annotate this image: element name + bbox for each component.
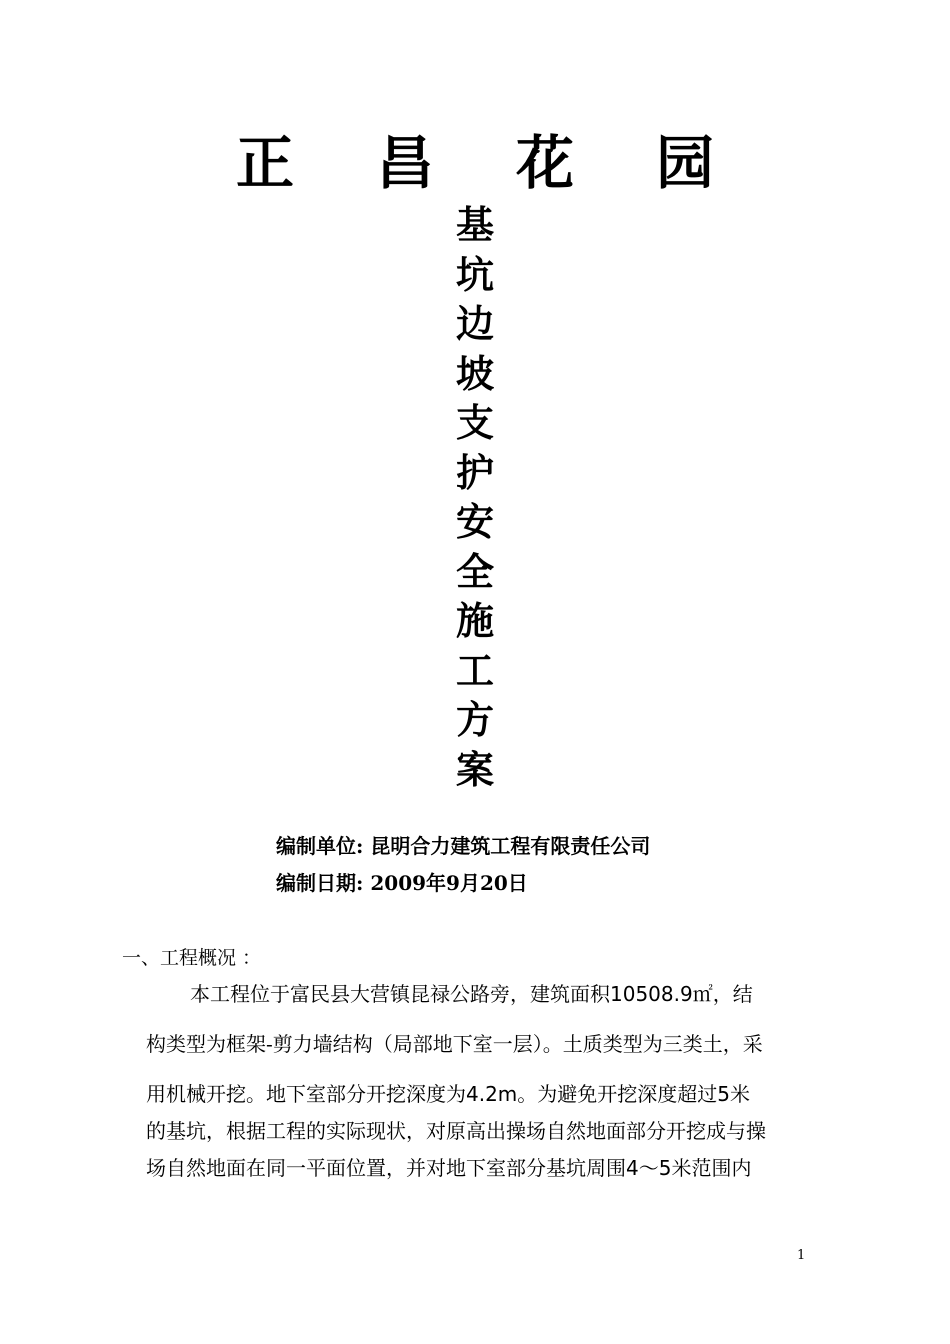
body-paragraph [146, 980, 826, 1182]
text-run: 4～5 [626, 1156, 672, 1180]
date-value: 2009年9月20日 [370, 871, 528, 895]
compiling-unit [276, 832, 650, 860]
title-char: 园 [656, 129, 715, 197]
text-line [146, 1117, 826, 1145]
text-run: 构类型为框架-剪力墙结构（局部地下室一层）。土质类型为三类土，采 [146, 1032, 763, 1056]
text-run: 的基坑，根据工程的实际现状，对原高出操场自然地面部分开挖成与操 [146, 1119, 766, 1143]
subtitle-char: 边 [455, 301, 494, 346]
section-heading: 一、工程概况 ： [122, 947, 262, 969]
subtitle-char: 安 [455, 499, 494, 544]
compiling-date [276, 869, 528, 897]
text-run: 场自然地面在同一平面位置，并对地下室部分基坑周围 [146, 1156, 626, 1180]
subtitle-char: 工 [455, 647, 494, 693]
text-run: 本工程位于富民县大营镇昆禄公路旁，建筑面积 [190, 982, 610, 1006]
date-label: 编制日期: [276, 871, 364, 895]
text-run: 米范围内 [671, 1156, 752, 1180]
subtitle-char: 案 [455, 746, 494, 792]
text-run: 5 [717, 1082, 731, 1106]
subtitle-char: 方 [455, 697, 494, 742]
subtitle-char: 支 [455, 400, 494, 445]
subtitle-char: 坡 [455, 350, 494, 396]
subtitle-char: 护 [455, 449, 494, 495]
text-run: 米 [730, 1082, 751, 1106]
document-title [0, 128, 950, 198]
subtitle-char: 全 [455, 548, 494, 594]
text-run: ㎡，结 [692, 982, 753, 1006]
vertical-subtitle [445, 200, 505, 794]
text-line [146, 1080, 826, 1108]
text-line [146, 1030, 826, 1058]
text-run: 10508.9 [610, 982, 693, 1006]
text-run: 用机械开挖。地下室部分开挖深度为 [146, 1082, 466, 1106]
text-line [146, 980, 826, 1008]
text-line [146, 1154, 826, 1182]
title-char: 正 [235, 129, 294, 197]
subtitle-char: 基 [455, 202, 494, 247]
subtitle-char: 坑 [455, 251, 494, 297]
unit-label: 编制单位: [276, 834, 364, 858]
unit-value: 昆明合力建筑工程有限责任公司 [370, 834, 651, 858]
title-char: 花 [516, 129, 575, 197]
text-run: 。为避免开挖深度超过 [517, 1082, 718, 1106]
page-number: 1 [797, 1248, 806, 1263]
subtitle-char: 施 [455, 598, 494, 643]
title-char: 昌 [375, 129, 434, 197]
text-run: 4.2m [466, 1082, 518, 1106]
